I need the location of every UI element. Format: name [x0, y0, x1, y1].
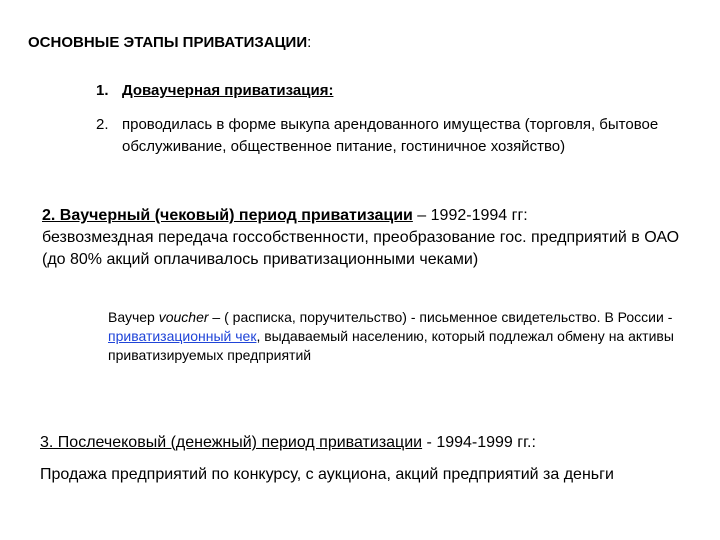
voucher-lead: Ваучер: [108, 309, 159, 325]
section-description: безвозмездная передача госсобственности, преобразование гос. предприятий в ОАО (до 80% акций оплачивалось приватизационными чеками): [42, 229, 680, 268]
voucher-term: voucher: [158, 309, 209, 325]
stage-one-list: [96, 80, 682, 158]
section-years: 1992-1994 гг:: [430, 207, 528, 224]
title-colon: :: [307, 34, 312, 51]
section-heading: [42, 205, 692, 227]
privatization-check-link[interactable]: приватизационный чек: [108, 328, 257, 344]
list-item-text: Доваучерная приватизация:: [122, 82, 334, 99]
heading-dash: –: [412, 207, 431, 224]
voucher-definition: [108, 308, 678, 365]
voucher-definition-text: – ( расписка, поручительство) - письменное свидетельство. В России -: [208, 309, 673, 325]
section-heading: [40, 432, 640, 454]
list-item-text: проводилась в форме выкупа арендованного имущества (торговля, бытовое обслуживание, общественное питание, гостиничное хозяйство): [122, 116, 659, 155]
list-item-number: 2.: [96, 116, 109, 133]
list-item: [96, 80, 682, 102]
section-description: Продажа предприятий по конкурсу, с аукциона, акций предприятий за деньги: [40, 466, 614, 483]
voucher-period-section: [42, 205, 692, 271]
voucher-definition-tail: , выдаваемый населению, который подлежал обмену на активы приватизируемых предприятий: [108, 328, 674, 363]
page-title: [28, 34, 311, 51]
monetary-period-section: [40, 432, 640, 486]
section-heading-text: 3. Послечековый (денежный) период приватизации: [40, 434, 423, 451]
list-item-number: 1.: [96, 82, 109, 99]
list-item: [96, 114, 682, 158]
section-heading-text: 2. Ваучерный (чековый) период приватизации: [42, 207, 413, 224]
title-text: ОСНОВНЫЕ ЭТАПЫ ПРИВАТИЗАЦИИ: [28, 34, 308, 51]
section-years: - 1994-1999 гг.:: [422, 434, 536, 451]
